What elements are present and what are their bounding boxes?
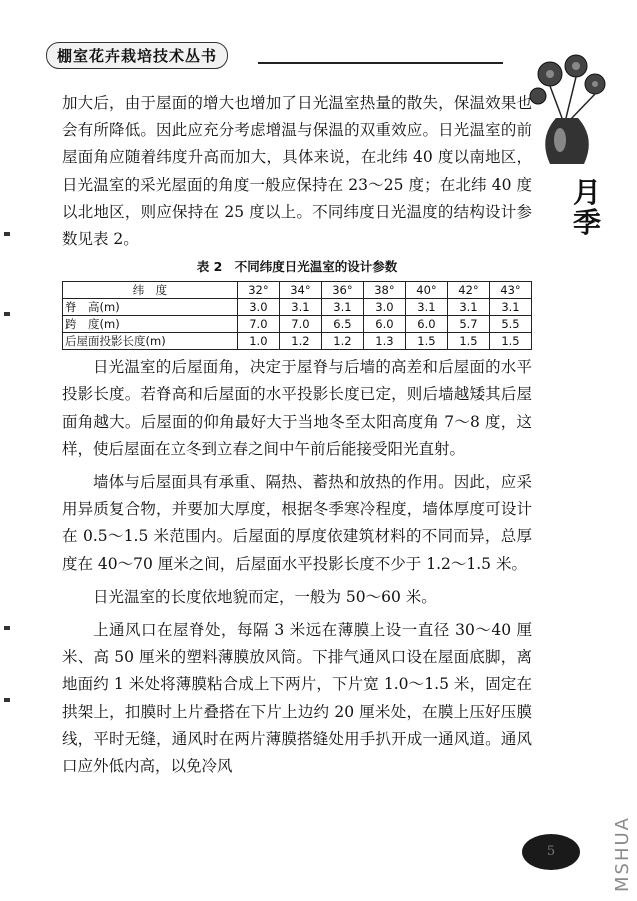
- table-cell: 1.5: [447, 333, 489, 350]
- table-cell: 3.1: [321, 299, 363, 316]
- paragraph: 上通风口在屋脊处，每隔 3 米远在薄膜上设一直径 30～40 厘米、高 50 厘米的塑料薄膜放风筒。下排气通风口设在屋面底脚，离地面约 1 米处将薄膜粘合成上下两片，下片宽 1.0～1.5 米，固定在拱架上，扣膜时上片叠搭在下片上边约 20 厘米处，在膜上压好压膜线，平时无缝，通风时在两片薄膜搭缝处用手扒开成一通风道。通风口应外低内高，以免冷风: [62, 621, 532, 776]
- table-header-cell: 42°: [447, 282, 489, 299]
- table-cell: 6.0: [405, 316, 447, 333]
- table-cell: 3.1: [447, 299, 489, 316]
- table-cell: 3.1: [279, 299, 321, 316]
- margin-mark: [4, 312, 10, 316]
- table-cell: 3.0: [237, 299, 279, 316]
- table-row: [63, 299, 532, 316]
- watermark: MSHUA: [612, 816, 633, 892]
- table-row: [63, 316, 532, 333]
- header-rule: [258, 62, 503, 64]
- paragraph: 日光温室的长度依地貌而定，一般为 50～60 米。: [93, 587, 437, 606]
- table-header-cell: 40°: [405, 282, 447, 299]
- running-header: [46, 42, 228, 68]
- table-header-cell: 纬 度: [63, 282, 238, 299]
- table-row-label: 后屋面投影长度(m): [63, 333, 238, 350]
- table-header-cell: 36°: [321, 282, 363, 299]
- table-cell: 3.0: [363, 299, 405, 316]
- series-title: 棚室花卉栽培技术丛书: [46, 42, 228, 69]
- table-row-label: 跨 度(m): [63, 316, 238, 333]
- table-cell: 7.0: [237, 316, 279, 333]
- table-cell: 5.7: [447, 316, 489, 333]
- margin-mark: [4, 698, 10, 702]
- table-cell: 1.5: [405, 333, 447, 350]
- paragraph: 墙体与后屋面具有承重、隔热、蓄热和放热的作用。因此，应采用异质复合物，并要加大厚度，根据冬季寒冷程度，墙体厚度可设计在 0.5～1.5 米范围内。后屋面的厚度依建筑材料的不同而异，总厚度在 40～70 厘米之间，后屋面水平投影长度不少于 1.2～1.5 米。: [62, 473, 532, 573]
- chapter-side-tag: 月季: [572, 176, 601, 239]
- table-header-cell: 34°: [279, 282, 321, 299]
- table-row-label: 脊 高(m): [63, 299, 238, 316]
- table-row: [63, 333, 532, 350]
- table-cell: 1.5: [489, 333, 531, 350]
- flower-vase-illustration: [520, 52, 612, 172]
- paragraph: 日光温室的后屋面角，决定于屋脊与后墙的高差和后屋面的水平投影长度。若脊高和后屋面的水平投影长度已定，则后墙越矮其后屋面角越大。后屋面的仰角最好大于当地冬至太阳高度角 7～8 度，这样，使后屋面在立冬到立春之间中午前后能接受阳光直射。: [62, 358, 532, 458]
- table-cell: 1.2: [279, 333, 321, 350]
- table-cell: 6.5: [321, 316, 363, 333]
- page-number: 5: [522, 834, 580, 870]
- table-cell: 5.5: [489, 316, 531, 333]
- table-cell: 1.2: [321, 333, 363, 350]
- table-header-row: [63, 282, 532, 299]
- table-cell: 6.0: [363, 316, 405, 333]
- margin-mark: [4, 626, 10, 630]
- table-header-cell: 43°: [489, 282, 531, 299]
- table-cell: 1.3: [363, 333, 405, 350]
- design-parameter-table: [62, 281, 532, 350]
- table-cell: 1.0: [237, 333, 279, 350]
- paragraph: 加大后，由于屋面的增大也增加了日光温室热量的散失，保温效果也会有所降低。因此应充分考虑增温与保温的双重效应。日光温室的前屋面角应随着纬度升高而加大，具体来说，在北纬 40 度以南地区，日光温室的采光屋面的角度一般应保持在 23～25 度；在北纬 40 度以北地区，则应保持在 25 度以上。不同纬度日光温度的结构设计参数见表 2。: [62, 94, 532, 249]
- margin-mark: [4, 232, 10, 236]
- body-text: [62, 90, 532, 780]
- table-caption: 表 2 不同纬度日光温室的设计参数: [196, 259, 398, 275]
- table-cell: 3.1: [489, 299, 531, 316]
- table-cell: 3.1: [405, 299, 447, 316]
- table-header-cell: 32°: [237, 282, 279, 299]
- table-header-cell: 38°: [363, 282, 405, 299]
- table-cell: 7.0: [279, 316, 321, 333]
